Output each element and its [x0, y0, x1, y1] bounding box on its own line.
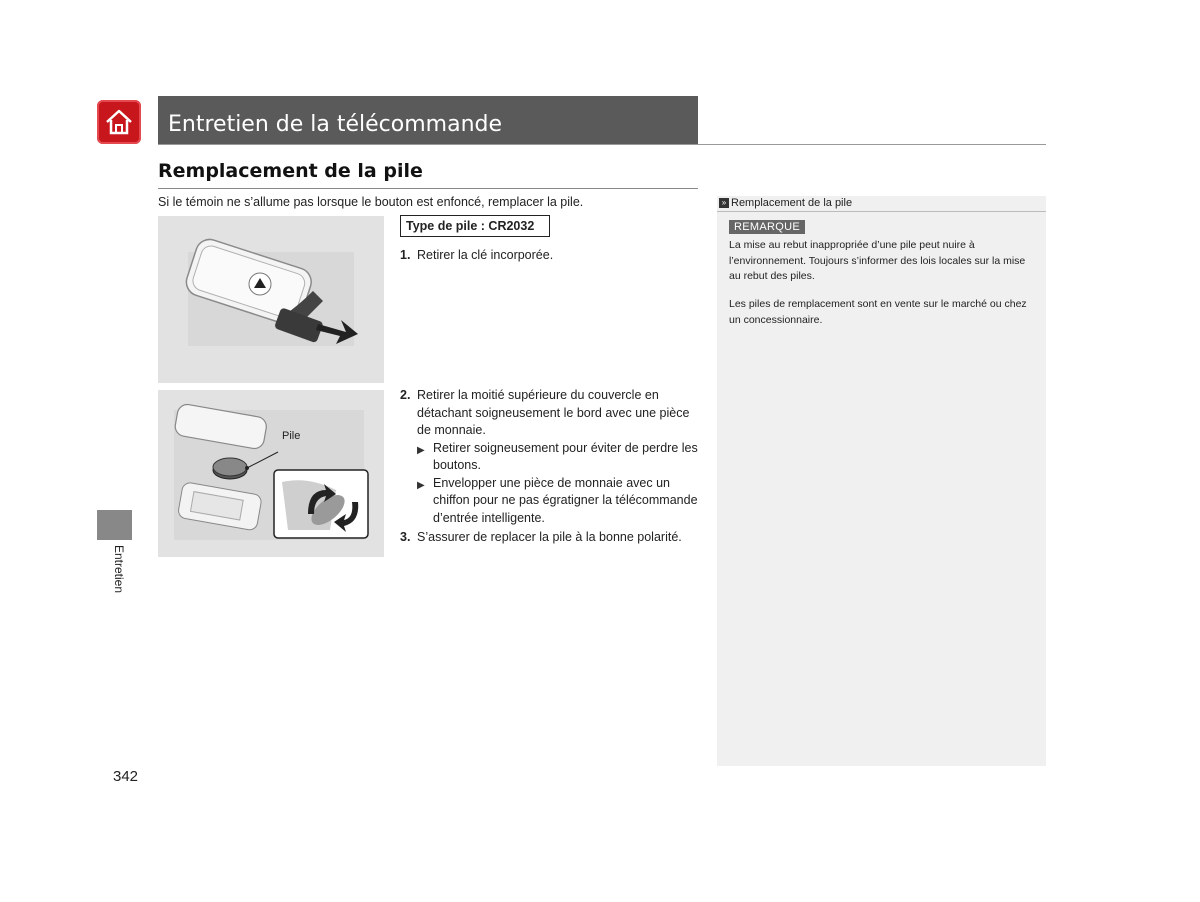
- sub-step-text: Envelopper une pièce de monnaie avec un chiffon pour ne pas égratigner la télécommande d’entrée intelligente.: [433, 475, 698, 525]
- step-number: 1.: [400, 248, 411, 262]
- note-paragraph: La mise au rebut inappropriée d’une pile peut nuire à l’environnement. Toujours s’informer des lois locales sur la mise au rebut des piles.: [729, 239, 1026, 282]
- pile-callout-label: Pile: [282, 430, 301, 442]
- note-panel: [717, 196, 1046, 766]
- chapter-tab[interactable]: [97, 510, 132, 540]
- sub-step: [417, 475, 700, 528]
- home-button[interactable]: [97, 100, 141, 144]
- note-header: [717, 196, 1046, 212]
- sub-step-text: Retirer soigneusement pour éviter de perdre les boutons.: [433, 440, 698, 472]
- title-divider: [158, 144, 1046, 145]
- step-text: Retirer la moitié supérieure du couvercle en détachant soigneusement le bord avec une pièce de monnaie.: [417, 388, 690, 437]
- page-number: 342: [113, 768, 139, 785]
- key-removal-illustration: [158, 216, 384, 383]
- battery-type-box: Type de pile : CR2032: [400, 215, 550, 237]
- intro-text: Si le témoin ne s’allume pas lorsque le bouton est enfoncé, remplacer la pile.: [158, 195, 584, 209]
- step-1: [400, 247, 700, 265]
- step-3: [400, 529, 700, 547]
- triangle-right-icon: ▶: [417, 479, 425, 491]
- step-text: Retirer la clé incorporée.: [417, 248, 554, 262]
- double-chevron-icon: »: [719, 198, 729, 208]
- section-divider: [158, 188, 698, 189]
- triangle-right-icon: ▶: [417, 444, 425, 456]
- note-header-text: Remplacement de la pile: [731, 197, 853, 209]
- page-title-bar: [158, 96, 698, 144]
- remarque-badge: REMARQUE: [729, 220, 805, 234]
- battery-replacement-illustration: [158, 390, 384, 557]
- note-paragraph: Les piles de remplacement sont en vente sur le marché ou chez un concessionnaire.: [729, 298, 1027, 326]
- chapter-label: Entretien: [112, 545, 126, 594]
- step-number: 2.: [400, 388, 411, 402]
- step-text: S’assurer de replacer la pile à la bonne polarité.: [417, 530, 682, 544]
- step-number: 3.: [400, 530, 411, 544]
- home-icon: [104, 108, 134, 136]
- step-2: [400, 387, 700, 527]
- section-heading: Remplacement de la pile: [158, 160, 423, 182]
- sub-step: [417, 440, 700, 475]
- page-title: Entretien de la télécommande: [168, 112, 503, 137]
